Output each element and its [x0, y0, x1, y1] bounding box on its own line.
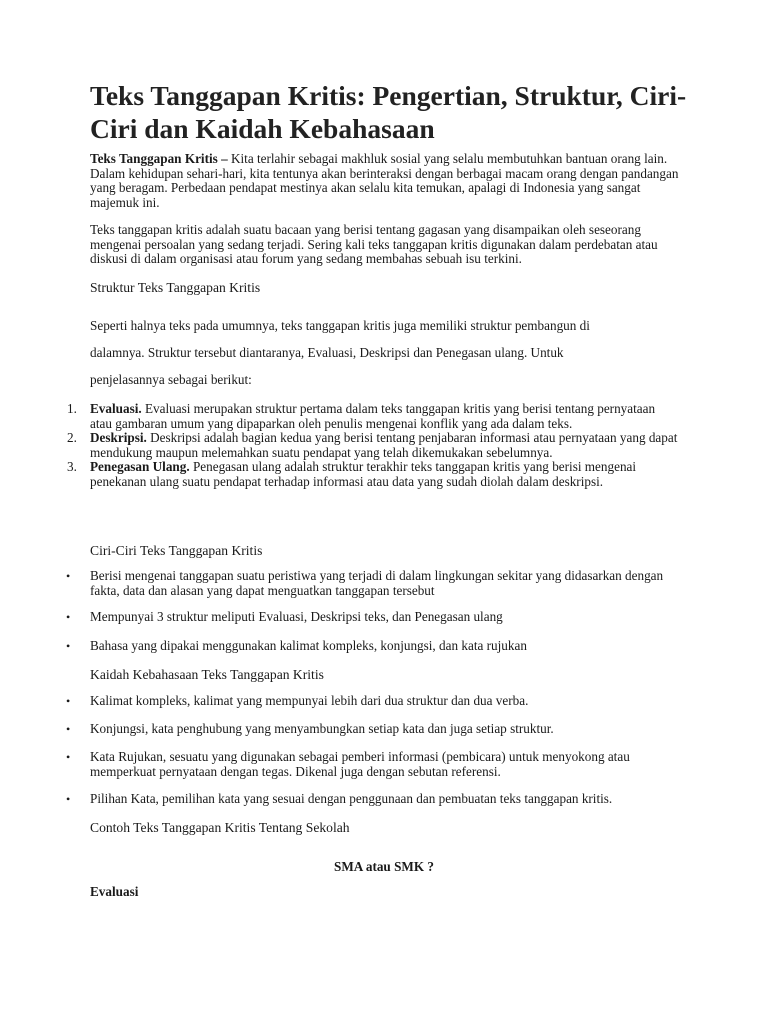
list-number: 3.	[67, 459, 77, 475]
intro-text: Kita terlahir sebagai makhluk sosial yang selalu membutuhkan bantuan orang lain. Dalam kehidupan sehari-hari, kita tentunya akan berinteraksi dengan berbagai macam orang dengan pandangan yang beragam. Perbedaan pendapat mestinya akan selalu kita temukan, apalagi di Indonesia yang sangat majemuk ini.	[90, 151, 679, 210]
bullet-icon: •	[66, 639, 71, 653]
bullet-text: Pilihan Kata, pemilihan kata yang sesuai dengan penggunaan dan pembuatan teks tanggapan kritis.	[90, 791, 613, 806]
example-title: SMA atau SMK ?	[333, 859, 434, 874]
bullet-item	[0, 792, 690, 807]
intro-term: Teks Tanggapan Kritis –	[90, 151, 228, 166]
bullet-item	[0, 639, 690, 654]
bullet-text: Konjungsi, kata penghubung yang menyambungkan setiap kata dan juga setiap struktur.	[90, 721, 554, 736]
bullet-text: Kata Rujukan, sesuatu yang digunakan sebagai pemberi informasi (pembicara) untuk menyokong atau memperkuat pernyataan dengan tegas. Dikenal juga dengan sebutan referensi.	[90, 749, 630, 779]
definition-paragraph: Teks tanggapan kritis adalah suatu bacaan yang berisi tentang gagasan yang disampaikan oleh seseorang mengenai persoalan yang sedang terjadi. Sering kali teks tanggapan kritis digunakan dalam perdebatan atau diskusi di dalam organisasi atau forum yang sedang membahas sebuah isu terkini.	[90, 222, 658, 267]
page-title: Teks Tanggapan Kritis: Pengertian, Struktur, Ciri-Ciri dan Kaidah Kebahasaan	[90, 80, 687, 144]
list-item	[0, 402, 680, 431]
bullet-icon: •	[66, 792, 71, 806]
list-item	[0, 460, 680, 489]
bullet-item	[0, 569, 690, 598]
list-item-text: Evaluasi merupakan struktur pertama dalam teks tanggapan kritis yang berisi tentang pernyataan atau gambaran umum yang dipaparkan oleh penulis mengenai konflik yang ada dalam teks.	[90, 401, 656, 431]
bullet-item	[0, 610, 690, 625]
list-item-text: Penegasan ulang adalah struktur terakhir teks tanggapan kritis yang berisi mengenai penekanan ulang suatu pendapat terhadap informasi atau data yang sudah diolah dalam deskripsi.	[90, 459, 637, 489]
bullet-text: Berisi mengenai tanggapan suatu peristiwa yang terjadi di dalam lingkungan sekitar yang didasarkan dengan fakta, data dan alasan yang dapat menguatkan tanggapan tersebut	[90, 568, 664, 598]
struktur-intro-line: Seperti halnya teks pada umumnya, teks tanggapan kritis juga memiliki struktur pembangun di	[90, 318, 590, 333]
list-item-term: Penegasan Ulang.	[90, 459, 190, 475]
bullet-text: Bahasa yang dipakai menggunakan kalimat kompleks, konjungsi, dan kata rujukan	[90, 638, 527, 653]
bullet-item	[0, 750, 690, 779]
bullet-text: Kalimat kompleks, kalimat yang mempunyai lebih dari dua struktur dan dua verba.	[90, 693, 529, 708]
list-number: 1.	[67, 401, 77, 416]
bullet-icon: •	[66, 722, 71, 736]
bullet-icon: •	[66, 569, 71, 583]
bullet-icon: •	[66, 694, 71, 708]
struktur-intro-line: dalamnya. Struktur tersebut diantaranya, Evaluasi, Deskripsi dan Penegasan ulang. Untuk	[90, 345, 564, 360]
bullet-text: Mempunyai 3 struktur meliputi Evaluasi, Deskripsi teks, dan Penegasan ulang	[90, 609, 503, 624]
ciri-heading: Ciri-Ciri Teks Tanggapan Kritis	[90, 543, 263, 558]
list-item-term: Deskripsi.	[90, 430, 147, 446]
list-number: 2.	[67, 430, 77, 446]
bullet-icon: •	[66, 750, 71, 764]
struktur-intro	[90, 312, 690, 393]
bullet-item	[0, 722, 690, 737]
struktur-list	[0, 402, 768, 490]
contoh-heading: Contoh Teks Tanggapan Kritis Tentang Sekolah	[90, 820, 350, 835]
list-item	[0, 431, 680, 460]
list-item-term: Evaluasi.	[90, 401, 142, 416]
bullet-icon: •	[66, 610, 71, 624]
bullet-item	[0, 694, 690, 709]
kaidah-heading: Kaidah Kebahasaan Teks Tanggapan Kritis	[90, 667, 324, 682]
intro-paragraph	[90, 152, 690, 210]
list-item-text: Deskripsi adalah bagian kedua yang berisi tentang penjabaran informasi atau pernyataan yang dapat mendukung maupun melemahkan suatu pendapat yang telah dikemukakan sebelumnya.	[90, 430, 678, 460]
struktur-intro-line: penjelasannya sebagai berikut:	[90, 372, 252, 387]
evaluasi-label: Evaluasi	[90, 884, 139, 899]
struktur-heading: Struktur Teks Tanggapan Kritis	[90, 280, 261, 295]
